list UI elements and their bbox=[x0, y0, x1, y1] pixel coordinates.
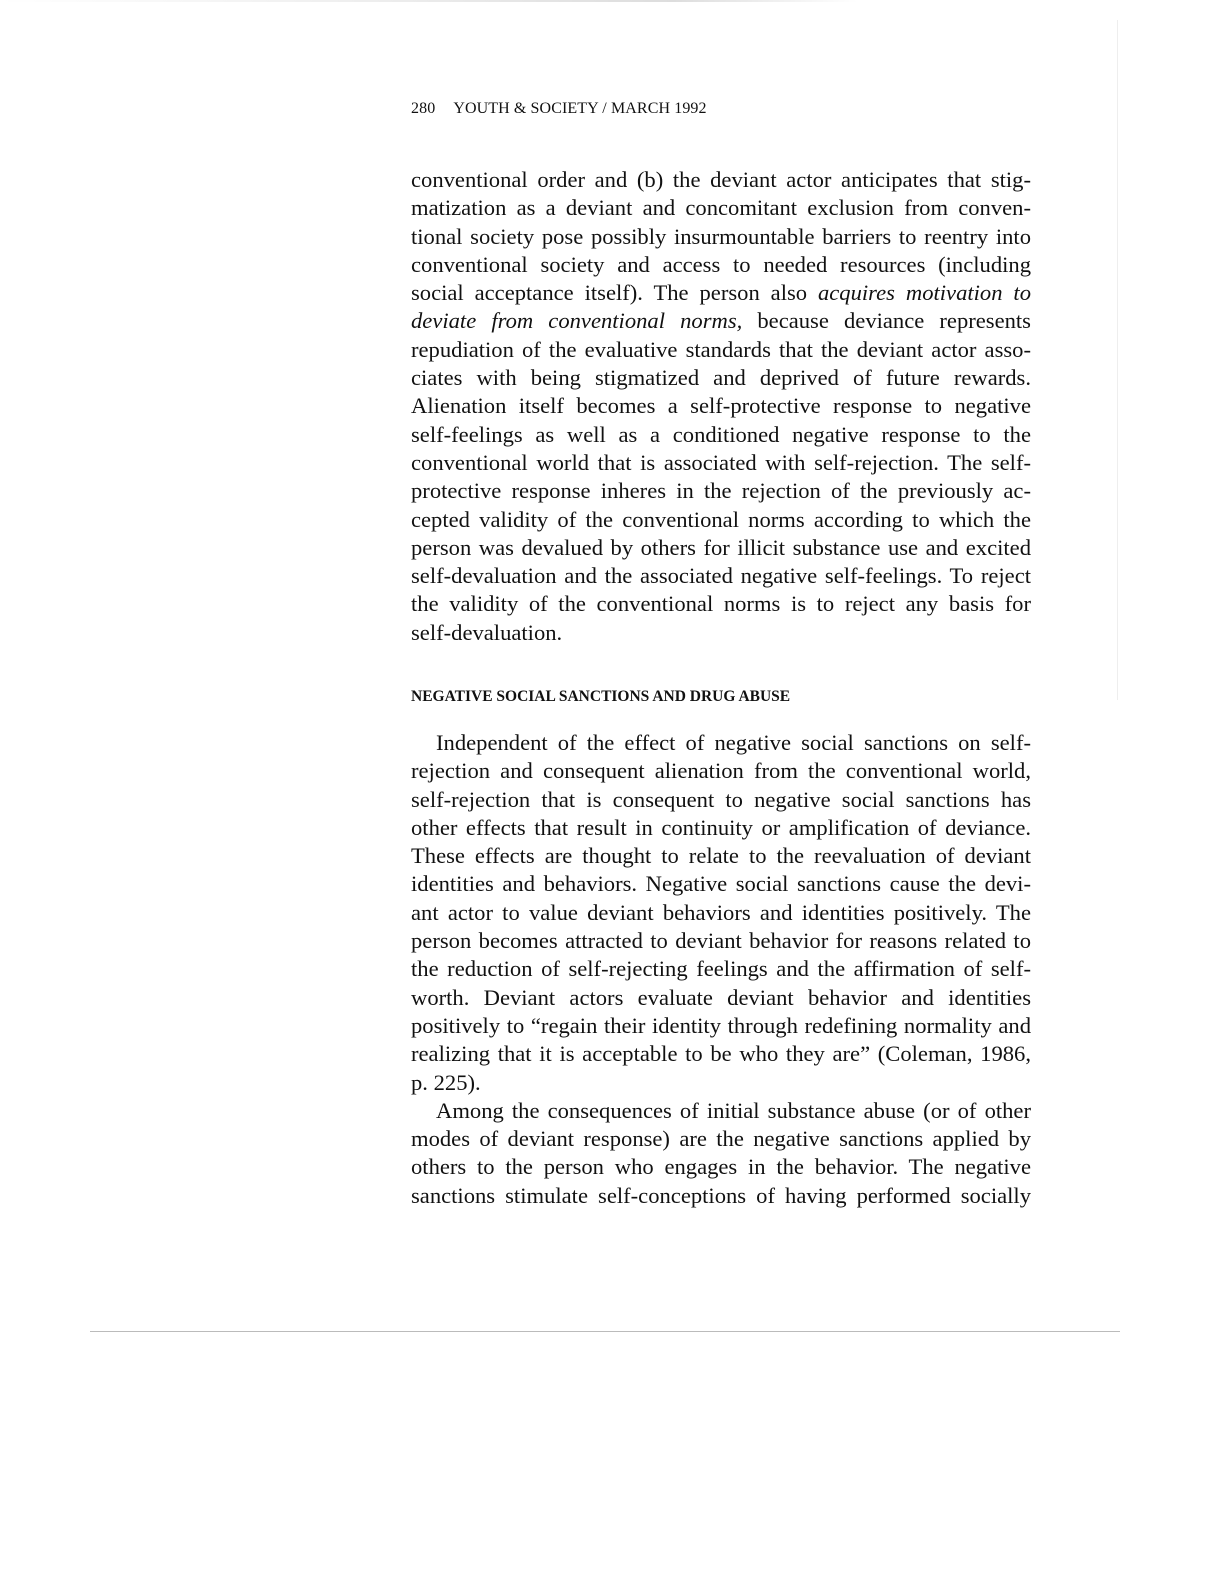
text-line bbox=[411, 194, 1031, 222]
text-line bbox=[411, 166, 1031, 194]
text-line bbox=[411, 757, 1031, 785]
line-text: cepted validity of the conventional norms according to which the bbox=[411, 506, 1031, 532]
text-line bbox=[411, 842, 1031, 870]
line-text: others to the person who engages in the behavior. The negative bbox=[411, 1154, 1031, 1180]
text-line bbox=[411, 927, 1031, 955]
text-line bbox=[411, 619, 1031, 647]
text-line bbox=[411, 729, 1031, 757]
text-line bbox=[411, 364, 1031, 392]
page-number: 280 bbox=[411, 100, 436, 117]
line-text: These effects are thought to relate to the reevaluation of deviant bbox=[411, 843, 1031, 869]
line-text: Alienation itself becomes a self-protective response to negative bbox=[411, 393, 1031, 419]
journal-title: YOUTH & SOCIETY / MARCH 1992 bbox=[453, 100, 707, 117]
line-text: realizing that it is acceptable to be who they are” (Coleman, 1986, bbox=[411, 1041, 1031, 1067]
text-line bbox=[411, 506, 1031, 534]
text-line bbox=[411, 449, 1031, 477]
text-line bbox=[411, 223, 1031, 251]
italic-text: deviate from conventional norms, bbox=[411, 308, 743, 334]
text-line bbox=[411, 392, 1031, 420]
line-text: matization as a deviant and concomitant exclusion from conven- bbox=[411, 195, 1031, 221]
text-line bbox=[411, 1097, 1031, 1125]
line-text: positively to “regain their identity through redefining normality and bbox=[411, 1012, 1031, 1038]
text-line bbox=[411, 786, 1031, 814]
text-line bbox=[411, 955, 1031, 983]
scan-edge-line bbox=[1117, 20, 1118, 700]
text-line bbox=[411, 1012, 1031, 1040]
line-text: social acceptance itself). The person also bbox=[411, 280, 818, 306]
section-heading: NEGATIVE SOCIAL SANCTIONS AND DRUG ABUSE bbox=[411, 688, 791, 705]
line-text: repudiation of the evaluative standards that the deviant actor asso- bbox=[411, 336, 1031, 362]
text-line bbox=[411, 1069, 1031, 1097]
paragraph-continuation bbox=[411, 166, 1031, 647]
text-line bbox=[411, 899, 1031, 927]
text-line bbox=[411, 870, 1031, 898]
line-text: conventional order and (b) the deviant actor anticipates that stig- bbox=[411, 167, 1031, 192]
line-text: because deviance represents bbox=[742, 308, 1031, 334]
line-text: conventional society and access to needed resources (including bbox=[411, 251, 1031, 277]
text-line bbox=[411, 477, 1031, 505]
line-text: conventional world that is associated with self-rejection. The self- bbox=[411, 449, 1031, 475]
text-line bbox=[411, 1040, 1031, 1068]
line-text: worth. Deviant actors evaluate deviant behavior and identities bbox=[411, 984, 1031, 1010]
line-text: other effects that result in continuity or amplification of deviance. bbox=[411, 814, 1031, 840]
text-line bbox=[411, 421, 1031, 449]
text-line bbox=[411, 1125, 1031, 1153]
line-text: person was devalued by others for illicit substance use and excited bbox=[411, 534, 1031, 560]
italic-text: acquires motivation to bbox=[817, 280, 1032, 306]
scan-edge-mark bbox=[0, 0, 1225, 2]
line-text: sanctions stimulate self-conceptions of having performed socially bbox=[411, 1182, 1031, 1208]
line-text: identities and behaviors. Negative social sanctions cause the devi- bbox=[411, 871, 1031, 897]
text-line bbox=[411, 984, 1031, 1012]
text-line bbox=[411, 814, 1031, 842]
text-line bbox=[411, 562, 1031, 590]
text-line bbox=[411, 251, 1031, 279]
text-line bbox=[411, 590, 1031, 618]
text-line bbox=[411, 279, 1031, 307]
line-text: Among the consequences of initial substance abuse (or of other bbox=[436, 1097, 1031, 1123]
text-line bbox=[411, 1153, 1031, 1181]
line-text: modes of deviant response) are the negative sanctions applied by bbox=[411, 1126, 1031, 1152]
running-header bbox=[411, 100, 707, 118]
line-text: person becomes attracted to deviant behavior for reasons related to bbox=[411, 928, 1031, 954]
text-line bbox=[411, 307, 1031, 335]
page-bottom-rule bbox=[90, 1331, 1120, 1332]
line-text: p. 225). bbox=[411, 1069, 481, 1095]
line-text: protective response inheres in the rejection of the previously ac- bbox=[411, 478, 1031, 504]
line-text: tional society pose possibly insurmountable barriers to reentry into bbox=[411, 223, 1031, 249]
line-text: self-rejection that is consequent to negative social sanctions has bbox=[411, 786, 1031, 812]
line-text: ant actor to value deviant behaviors and identities positively. The bbox=[411, 899, 1031, 925]
line-text: Independent of the effect of negative social sanctions on self- bbox=[436, 730, 1031, 755]
text-line bbox=[411, 1182, 1031, 1210]
text-line bbox=[411, 534, 1031, 562]
line-text: self-devaluation. bbox=[411, 619, 563, 645]
line-text: rejection and consequent alienation from the conventional world, bbox=[411, 758, 1031, 784]
line-text: self-feelings as well as a conditioned negative response to the bbox=[411, 421, 1031, 447]
line-text: self-devaluation and the associated negative self-feelings. To reject bbox=[411, 563, 1031, 589]
text-line bbox=[411, 336, 1031, 364]
line-text: the reduction of self-rejecting feelings and the affirmation of self- bbox=[411, 956, 1031, 982]
line-text: ciates with being stigmatized and deprived of future rewards. bbox=[411, 365, 1031, 391]
section-body bbox=[411, 729, 1031, 1210]
line-text: the validity of the conventional norms is to reject any basis for bbox=[411, 591, 1031, 617]
